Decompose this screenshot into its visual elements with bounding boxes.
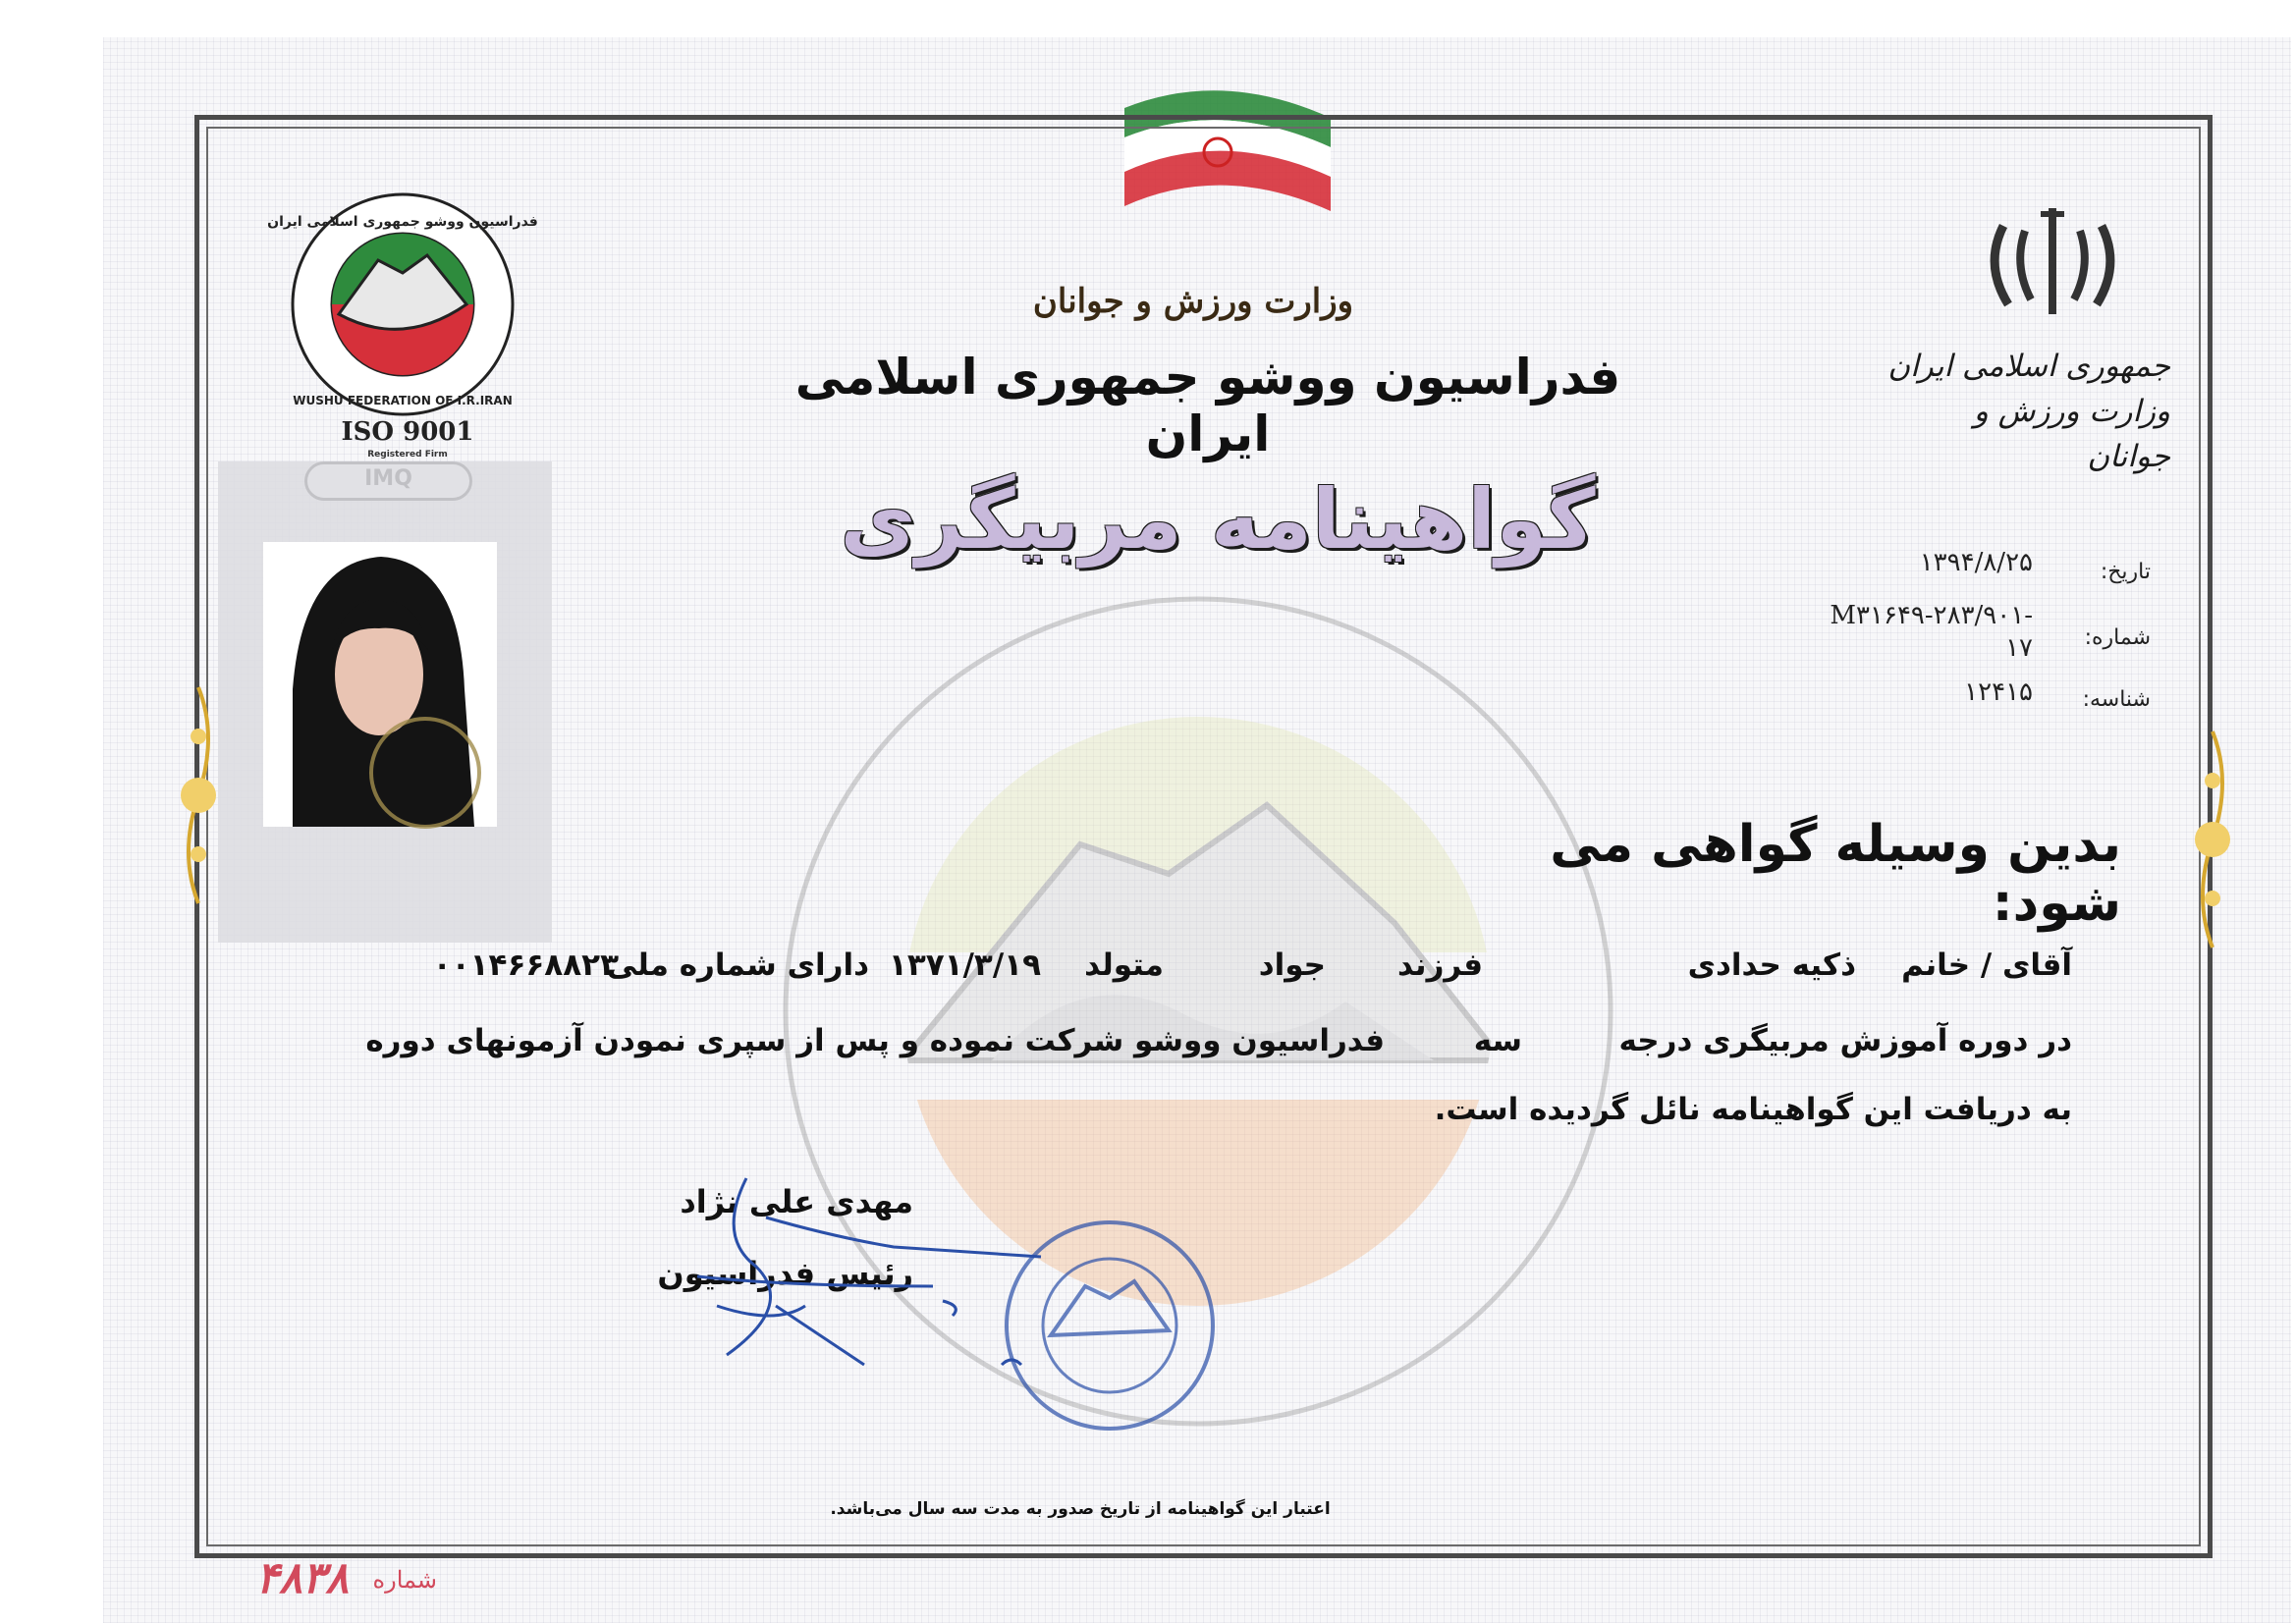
handwritten-signature [638,1159,1051,1384]
iso-sub-label: Registered Firm [367,450,448,460]
date-label: تاریخ: [2100,560,2151,584]
serial-number: ۴۸۳۸ [255,1553,349,1603]
birth-date: ۱۳۷۱/۳/۱۹ [888,947,1041,983]
holder-name: ذکیه حدادی [1687,947,1856,983]
course-degree-value: سه [1473,1023,1522,1058]
course-participation-text: فدراسیون ووشو شرکت نموده و پس از سپری نمودن آزمونهای دوره [365,1023,1385,1058]
born-label: متولد [1084,947,1164,983]
ministry-title: وزارت ورزش و جوانان [1032,282,1354,321]
national-id-label: دارای شماره ملی [606,947,869,983]
certificate-title: گواهینامه مربیگری [840,471,1596,568]
national-id-value: ۰۰۱۴۶۶۸۸۲۳ [432,947,619,983]
federation-title: فدراسیون ووشو جمهوری اسلامی ایران [794,349,1621,462]
date-value: ۱۳۹۴/۸/۲۵ [1919,548,2033,577]
logo-arc-text-en: WUSHU FEDERATION OF I.R.IRAN [293,394,513,407]
number-value-line2: ۱۷ [2005,633,2033,663]
right-ornament [2178,722,2247,957]
logo-arc-text: فدراسیون ووشو جمهوری اسلامی ایران [267,214,538,230]
father-name: جواد [1258,947,1326,983]
validity-note: اعتبار این گواهینامه از تاریخ صدور به مدت سه سال می‌باشد. [830,1499,1331,1519]
course-degree-label: در دوره آموزش مربیگری درجه [1618,1023,2072,1058]
emblem-caption-line1: جمهوری اسلامی ایران [1887,349,2170,384]
emblem-caption-line2: وزارت ورزش و جوانان [1973,394,2170,474]
emblem-caption [1886,344,2170,479]
mr-mrs-label: آقای / خانم [1901,947,2072,983]
signatory-title: رئیس فدراسیون [657,1255,913,1292]
id-value: ۱۲۴۱۵ [1964,677,2033,707]
iso-label: ISO 9001 [341,417,474,447]
number-value-line1: M۳۱۶۴۹-۲۸۳/۹۰۱- [1830,601,2033,630]
id-label: شناسه: [2082,687,2151,712]
left-ornament [164,677,233,913]
hereby-heading: بدین وسیله گواهی می شود: [1550,815,2121,933]
child-of-label: فرزند [1397,947,1483,983]
serial-label: شماره [372,1566,437,1594]
award-text: به دریافت این گواهینامه نائل گردیده است. [1434,1092,2072,1127]
number-label: شماره: [2084,625,2151,650]
signatory-name: مهدی علی نژاد [680,1183,913,1220]
